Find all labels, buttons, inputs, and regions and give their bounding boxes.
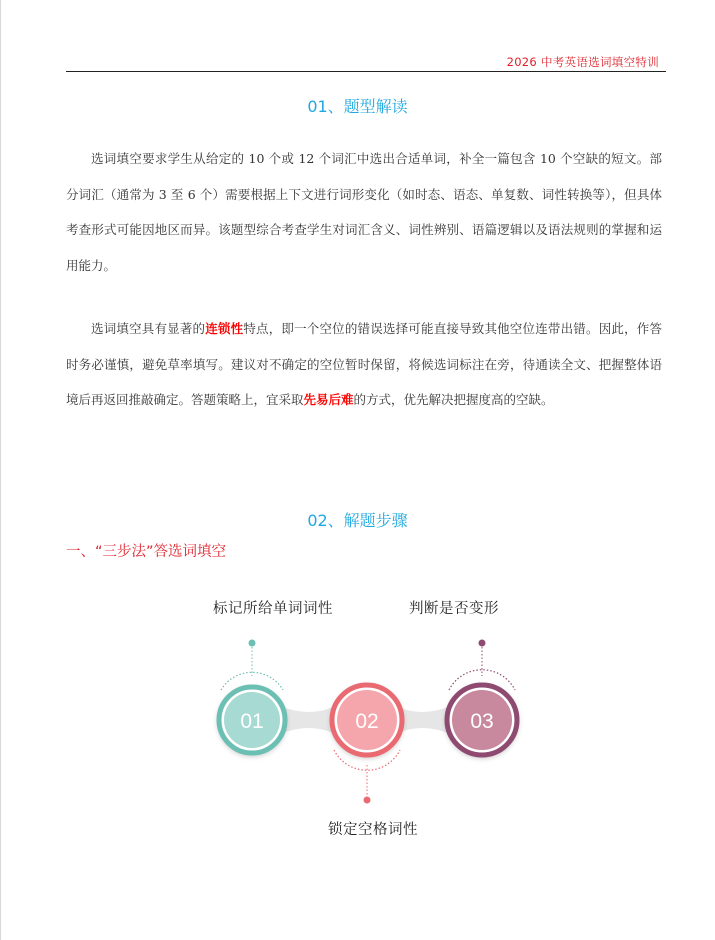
strategy-text-c: 的方式，优先解决把握度高的空缺。 — [353, 392, 554, 408]
header-rule — [66, 71, 666, 72]
step-label-1: 标记所给单词词性 — [213, 601, 333, 617]
highlight-easy-first: 先易后难 — [303, 392, 354, 408]
page-edge — [0, 0, 1, 940]
paragraph-intro: 选词填空要求学生从给定的 10 个或 12 个词汇中选出合适单词，补全一篇包含 10 个空缺的短文。部分词汇（通常为 3 至 6 个）需要根据上下文进行词形变化（如时态、语态、单复数、词性转换等），但具体考查形式可能因地区而异。该题型综合考查学生对词汇含义、词性辨别、语篇逻辑以及语法规则的掌握和运用能力。 — [66, 151, 662, 274]
step-label-2: 锁定空格词性 — [328, 822, 418, 838]
step-number-3: 03 — [470, 710, 494, 733]
paragraph-strategy — [66, 311, 662, 418]
step2-pointer-dot — [364, 797, 371, 804]
step1-pointer-dot — [249, 640, 256, 647]
step-circle-2 — [330, 683, 404, 757]
three-step-diagram — [200, 630, 540, 810]
running-header: 2026 中考英语选词填空特训 — [506, 55, 659, 69]
step-circle-3 — [445, 683, 519, 757]
strategy-text-a: 选词填空具有显著的 — [91, 321, 206, 336]
step-number-1: 01 — [240, 710, 264, 733]
step3-pointer-dot — [479, 640, 486, 647]
highlight-chain: 连锁性 — [205, 321, 244, 336]
section-title-2: 02、解题步骤 — [307, 511, 408, 530]
step-circle-1 — [217, 685, 287, 755]
step-number-2: 02 — [355, 710, 379, 733]
step-label-3: 判断是否变形 — [409, 601, 499, 617]
section-title-1: 01、题型解读 — [307, 97, 408, 116]
connector-1-2 — [280, 706, 335, 734]
strategy-text-b: 特点，即一个空位的错误选择可能直接导致其他空位连带出错。因此，作答时务必谨慎，避免草率填写。建议对不确定的空位暂时保留，将候选词标注在旁，待通读全文、把握整体语境后再返回推敲确定。答题策略上，宜采取 — [66, 321, 662, 408]
subheading-three-steps: 一、“三步法”答选词填空 — [66, 544, 227, 560]
